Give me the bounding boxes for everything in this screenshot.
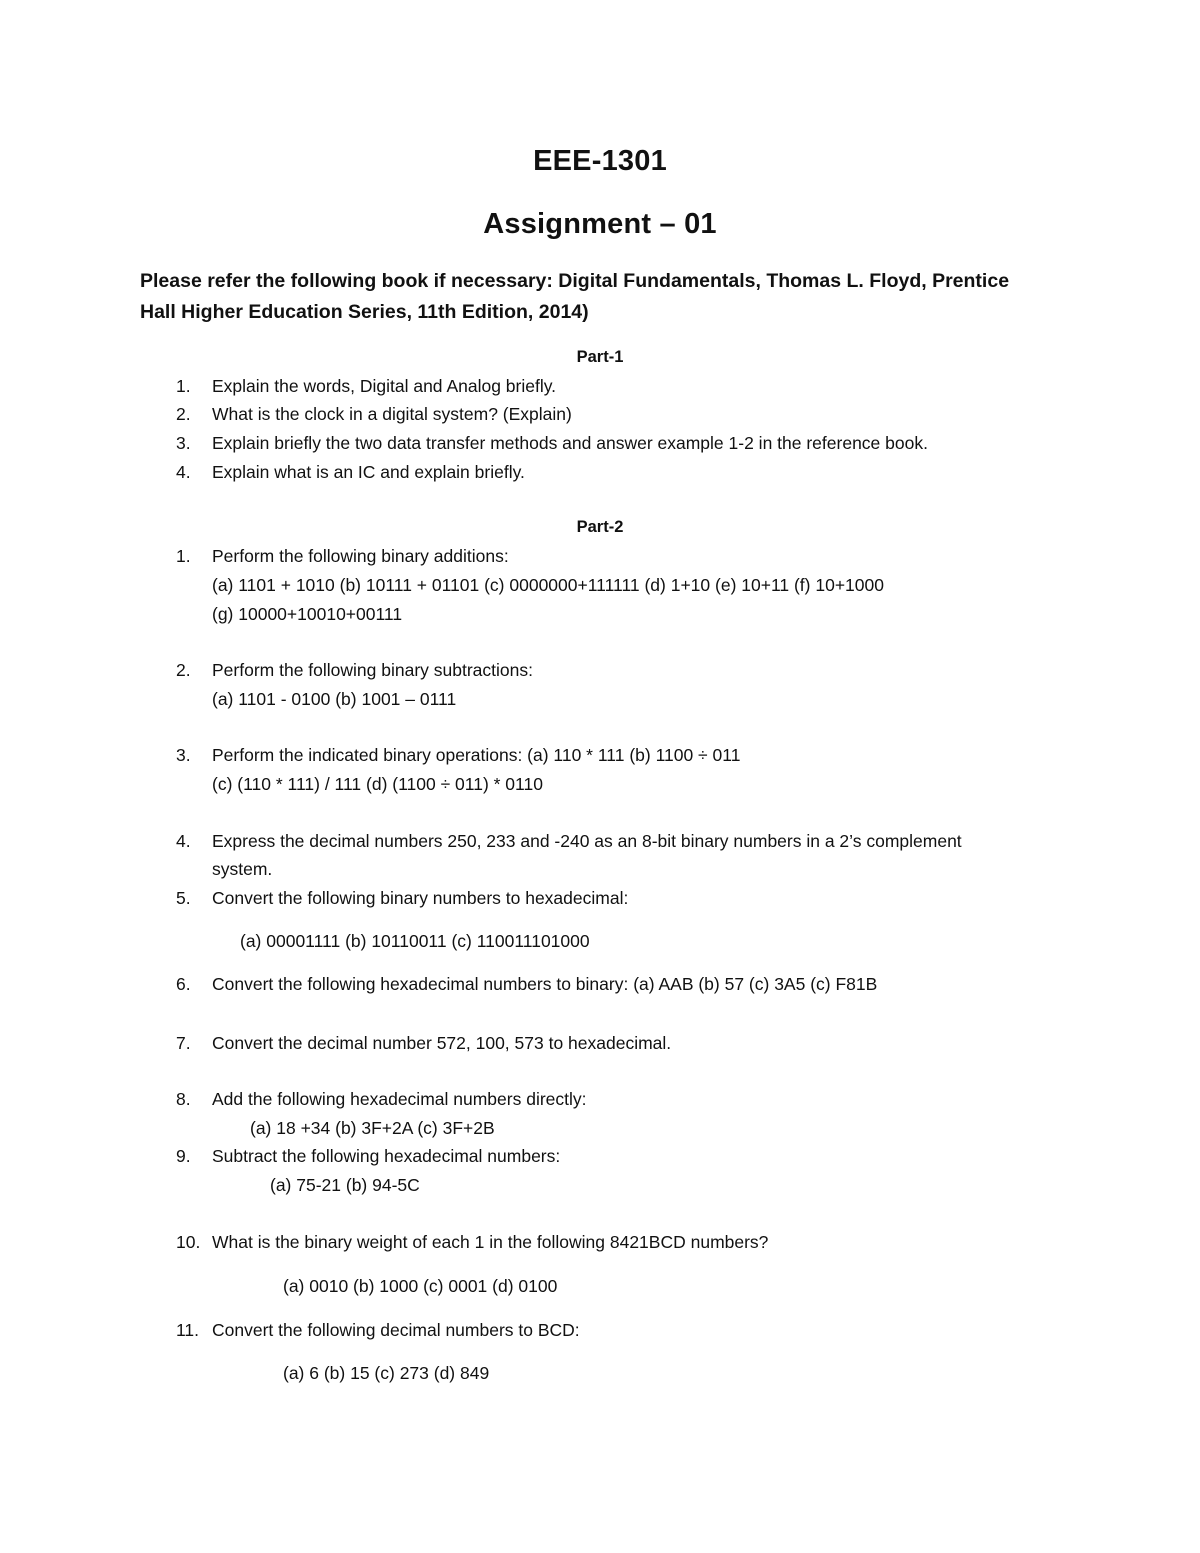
question-number: 3.	[176, 433, 191, 453]
question-text: Convert the following decimal numbers to BCD:	[212, 1320, 580, 1340]
question-text: Perform the indicated binary operations: (a) 110 * 111 (b) 1100 ÷ 011	[212, 745, 741, 765]
question-1-parts-line-1: (a) 1101 + 1010 (b) 10111 + 01101 (c) 0000000+111111 (d) 1+10 (e) 10+11 (f) 10+1000	[212, 575, 884, 595]
part-1-heading: Part-1	[576, 348, 624, 366]
part-2-heading: Part-2	[576, 518, 624, 536]
question-number: 10.	[176, 1232, 201, 1252]
question-number: 1.	[176, 376, 191, 396]
question-text: Perform the following binary additions:	[212, 546, 509, 566]
question-8-parts: (a) 18 +34 (b) 3F+2A (c) 3F+2B	[250, 1118, 495, 1138]
assignment-title: Assignment – 01	[483, 208, 717, 240]
question-text: What is the binary weight of each 1 in the following 8421BCD numbers?	[212, 1232, 769, 1252]
question-1-parts-line-2: (g) 10000+10010+00111	[212, 604, 403, 624]
question-number: 7.	[176, 1033, 191, 1053]
question-number: 4.	[176, 831, 191, 851]
question-number: 2.	[176, 404, 191, 424]
question-2-parts: (a) 1101 - 0100 (b) 1001 – 0111	[212, 689, 457, 709]
question-3-parts: (c) (110 * 111) / 111 (d) (1100 ÷ 011) * 0110	[212, 774, 543, 794]
question-number: 1.	[176, 546, 191, 566]
question-text: Express the decimal numbers 250, 233 and -240 as an 8-bit binary numbers in a 2’s complement	[212, 831, 962, 851]
question-text: Convert the decimal number 572, 100, 573 to hexadecimal.	[212, 1033, 672, 1053]
question-text: Subtract the following hexadecimal numbers:	[212, 1146, 561, 1166]
reference-line-2: Hall Higher Education Series, 11th Edition, 2014)	[140, 301, 589, 323]
question-text: Explain what is an IC and explain briefly.	[212, 462, 525, 482]
question-text: Convert the following binary numbers to hexadecimal:	[212, 888, 629, 908]
question-number: 2.	[176, 660, 191, 680]
question-number: 8.	[176, 1089, 191, 1109]
question-text: Perform the following binary subtractions:	[212, 660, 533, 680]
question-number: 11.	[176, 1320, 200, 1340]
question-number: 5.	[176, 888, 191, 908]
question-number: 3.	[176, 745, 191, 765]
question-text: Explain the words, Digital and Analog briefly.	[212, 376, 557, 396]
question-text: Convert the following hexadecimal numbers to binary: (a) AAB (b) 57 (c) 3A5 (c) F81B	[212, 974, 878, 994]
question-11-parts: (a) 6 (b) 15 (c) 273 (d) 849	[283, 1363, 490, 1383]
question-text: What is the clock in a digital system? (Explain)	[212, 404, 572, 424]
question-number: 6.	[176, 974, 191, 994]
reference-line-1: Please refer the following book if necessary: Digital Fundamentals, Thomas L. Floyd, Prentice	[140, 270, 1010, 292]
reference-note	[140, 266, 1070, 328]
course-code: EEE-1301	[533, 145, 667, 177]
question-text: Add the following hexadecimal numbers directly:	[212, 1089, 587, 1109]
question-9-parts: (a) 75-21 (b) 94-5C	[270, 1175, 420, 1195]
question-10-parts: (a) 0010 (b) 1000 (c) 0001 (d) 0100	[283, 1276, 558, 1296]
question-4-continuation: system.	[212, 859, 273, 879]
question-number: 9.	[176, 1146, 191, 1166]
question-text: Explain briefly the two data transfer methods and answer example 1-2 in the reference book.	[212, 433, 928, 453]
question-number: 4.	[176, 462, 191, 482]
question-5-parts: (a) 00001111 (b) 10110011 (c) 110011101000	[240, 931, 590, 951]
